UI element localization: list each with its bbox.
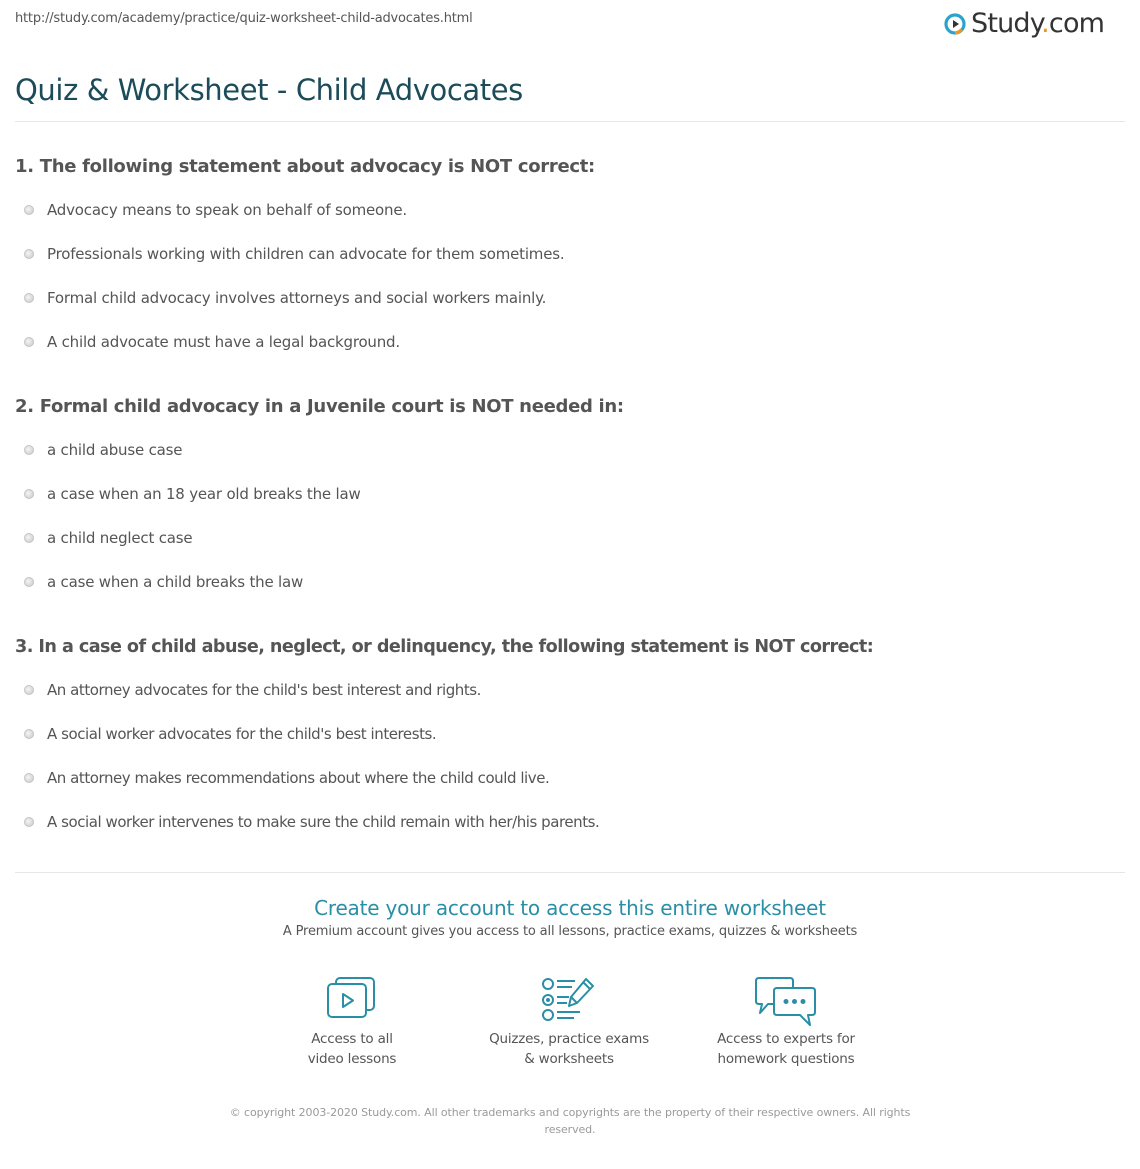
answer-label: An attorney makes recommendations about where the child could live. [47,769,550,787]
answer-option[interactable] [15,232,1125,276]
question-text: 3. In a case of child abuse, neglect, or delinquency, the following statement is NOT correct: [15,637,874,657]
radio-button[interactable] [24,533,34,543]
divider [15,872,1125,873]
answer-list [15,668,1125,844]
answer-label: a child abuse case [47,441,183,459]
radio-button[interactable] [24,249,34,259]
play-circle-icon [944,13,966,35]
radio-button[interactable] [24,685,34,695]
study-logo[interactable] [944,9,1104,39]
radio-button[interactable] [24,489,34,499]
answer-label: a child neglect case [47,529,193,547]
answer-label: Formal child advocacy involves attorneys and social workers mainly. [47,289,547,307]
answer-option[interactable] [15,188,1125,232]
answer-label: Professionals working with children can advocate for them sometimes. [47,245,565,263]
feature-video-lessons [242,975,462,1069]
answer-option[interactable] [15,668,1125,712]
answer-label: A social worker advocates for the child's best interests. [47,725,437,743]
question-3 [15,635,1125,844]
question-1 [15,155,1125,364]
answer-option[interactable] [15,516,1125,560]
video-lessons-icon [324,975,380,1021]
cta-subheading: A Premium account gives you access to all lessons, practice exams, quizzes & worksheets [282,924,858,939]
radio-button[interactable] [24,577,34,587]
answer-list [15,188,1125,364]
answer-option[interactable] [15,276,1125,320]
answer-label: An attorney advocates for the child's best interest and rights. [47,681,481,699]
answer-label: Advocacy means to speak on behalf of someone. [47,201,407,219]
answer-option[interactable] [15,800,1125,844]
feature-label: Access to all video lessons [307,1031,397,1067]
page-title: Quiz & Worksheet - Child Advocates [15,73,523,107]
radio-button[interactable] [24,293,34,303]
question-text: 1. The following statement about advocacy is NOT correct: [15,156,595,177]
feature-quizzes [459,975,679,1069]
radio-button[interactable] [24,817,34,827]
answer-option[interactable] [15,472,1125,516]
signup-cta [0,895,1140,941]
answer-option[interactable] [15,560,1125,604]
answer-option[interactable] [15,428,1125,472]
answer-option[interactable] [15,320,1125,364]
copyright-footer: © copyright 2003-2020 Study.com. All other trademarks and copyrights are the property of their respective owners. All rights reserved. [229,1106,911,1136]
radio-button[interactable] [24,205,34,215]
answer-label: A child advocate must have a legal background. [47,333,400,351]
question-text: 2. Formal child advocacy in a Juvenile court is NOT needed in: [15,396,624,417]
divider [15,121,1125,122]
quiz-checklist-icon [540,975,598,1021]
feature-experts [676,975,896,1069]
answer-label: a case when a child breaks the law [47,573,304,591]
page-url: http://study.com/academy/practice/quiz-worksheet-child-advocates.html [15,11,473,26]
logo-wordmark: Study.com [971,8,1105,39]
feature-label: Quizzes, practice exams & worksheets [489,1031,649,1067]
radio-button[interactable] [24,773,34,783]
radio-button[interactable] [24,729,34,739]
radio-button[interactable] [24,445,34,455]
feature-label: Access to experts for homework questions [717,1031,855,1067]
answer-option[interactable] [15,712,1125,756]
answer-list [15,428,1125,604]
radio-button[interactable] [24,337,34,347]
answer-option[interactable] [15,756,1125,800]
cta-heading-link[interactable]: Create your account to access this entire worksheet [314,896,826,920]
answer-label: a case when an 18 year old breaks the law [47,485,361,503]
chat-bubbles-icon [754,975,818,1027]
question-2 [15,395,1125,604]
answer-label: A social worker intervenes to make sure the child remain with her/his parents. [47,813,600,831]
